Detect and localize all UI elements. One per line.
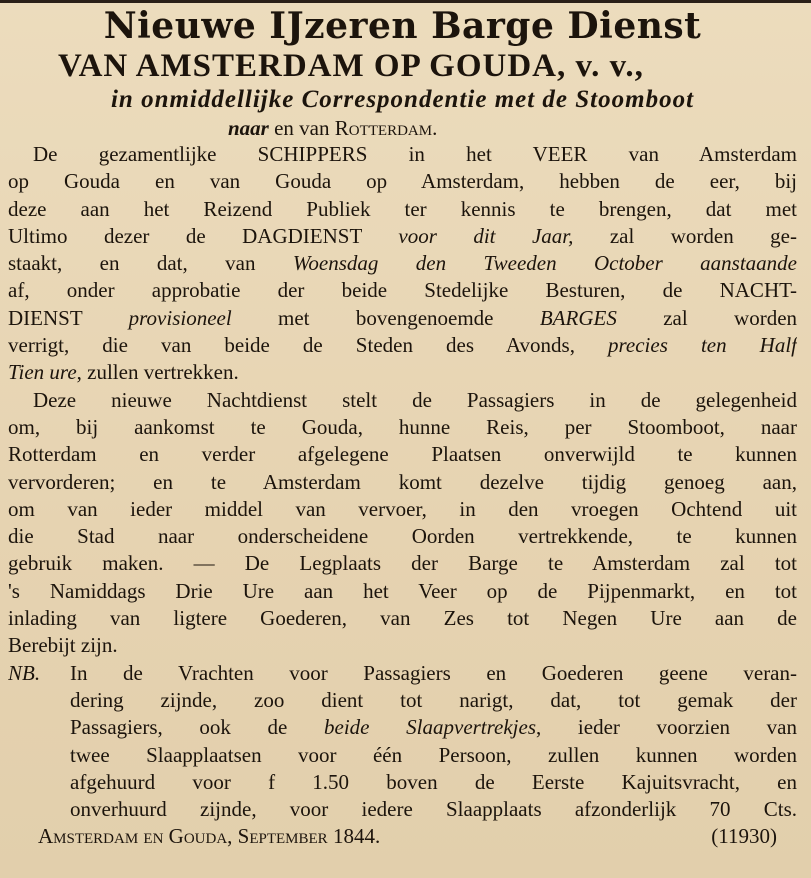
nb-line-3 [8, 714, 797, 741]
destination-naar: naar [228, 116, 269, 140]
nb-line-3c: , ieder voorzien van [536, 715, 797, 740]
p1-line-7 [8, 305, 797, 332]
p1-line-8a: verrigt, die van beide de Steden des Avonds, [8, 333, 575, 358]
footer [8, 823, 797, 850]
p2-line-8: 's Namiddags Drie Ure aan het Veer op de Pijpenmarkt, en tot [8, 578, 797, 603]
nb-line-4: twee Slaapplaatsen voor één Persoon, zullen kunnen worden [70, 742, 797, 767]
p1-line-6: af, onder approbatie der beide Stedelijke Besturen, de NACHT- [8, 278, 797, 303]
footer-number: (11930) [711, 824, 777, 849]
nb-line-1-text: In de Vrachten voor Passagiers en Goederen geene veran- [70, 660, 797, 685]
p2-line-2: om, bij aankomst te Gouda, hunne Reis, per Stoomboot, naar [8, 414, 797, 439]
p1-line-9 [8, 359, 797, 386]
p1-line-5a: staakt, en dat, van [8, 251, 256, 276]
p1-line-8b: precies ten Half [608, 333, 797, 358]
p1-line-4 [8, 223, 797, 250]
nb-line-3b: beide Slaapvertrekjes [324, 715, 537, 740]
headline-destination [8, 115, 797, 141]
p2-line-1: Deze nieuwe Nachtdienst stelt de Passagiers in de gelegenheid [33, 387, 797, 412]
p1-line-4a: Ultimo dezer de DAGDIENST [8, 223, 362, 248]
p1-line-5 [8, 250, 797, 277]
destination-city: Rotterdam. [334, 116, 438, 140]
p1-line-9b: , zullen vertrekken. [76, 360, 239, 385]
paragraph-night-service [8, 387, 797, 660]
headline-route: VAN AMSTERDAM OP GOUDA, v. v., [58, 48, 644, 84]
p1-line-5b: Woensdag den Tweeden October aanstaande [292, 251, 797, 276]
nb-line-6: onverhuurd zijnde, voor iedere Slaapplaats afzonderlijk 70 Cts. [70, 797, 797, 822]
nb-line-1 [8, 660, 797, 687]
p2-line-6: die Stad naar onderscheidene Oorden vertrekkende, te kunnen [8, 524, 797, 549]
nb-line-3a: Passagiers, ook de [70, 715, 288, 740]
p1-line-4c: zal worden ge- [609, 223, 797, 248]
p1-line-7c: met bovengenoemde [278, 305, 494, 330]
p1-line-1: De gezamentlijke SCHIPPERS in het VEER van Amsterdam [33, 142, 797, 166]
p1-line-3: deze aan het Reizend Publiek ter kennis te brengen, dat met [8, 196, 797, 221]
nb-label: NB. [8, 660, 41, 685]
p2-line-7: gebruik maken. — De Legplaats der Barge te Amsterdam zal tot [8, 551, 797, 576]
footer-place-date: Amsterdam en Gouda, September 1844. [38, 824, 381, 849]
nb-line-2: dering zijnde, zoo dient tot narigt, dat, tot gemak der [70, 687, 797, 712]
p1-line-2: op Gouda en van Gouda op Amsterdam, hebben de eer, bij [8, 169, 797, 194]
p1-line-7b: provisioneel [128, 305, 232, 330]
p2-line-3: Rotterdam en verder afgelegene Plaatsen onverwijld te kunnen [8, 442, 797, 467]
p1-line-9a: Tien ure [8, 360, 77, 385]
p2-line-5: om van ieder middel van vervoer, in den vroegen Ochtend uit [8, 496, 797, 521]
headline-title: Nieuwe IJzeren Barge Dienst [103, 5, 702, 47]
p1-line-8 [8, 332, 797, 359]
paragraph-announcement [8, 141, 797, 387]
nb-line-5: afgehuurd voor f 1.50 boven de Eerste Kajuitsvracht, en [70, 769, 797, 794]
p2-line-4: vervorderen; en te Amsterdam komt dezelve tijdig genoeg aan, [8, 469, 797, 494]
paragraph-nota-bene [8, 660, 797, 824]
p1-line-7d: BARGES [539, 305, 617, 330]
top-rule [0, 0, 811, 3]
p2-line-10: Berebijt zijn. [8, 633, 118, 658]
p1-line-7e: zal worden [663, 305, 797, 330]
destination-rest: en van [274, 116, 330, 140]
p2-line-9: inlading van ligtere Goederen, van Zes tot Negen Ure aan de [8, 606, 797, 631]
p1-line-7a: DIENST [8, 305, 83, 330]
p1-line-4b: voor dit Jaar, [398, 223, 574, 248]
headline-correspondence: in onmiddellijke Correspondentie met de Stoomboot [110, 86, 695, 113]
